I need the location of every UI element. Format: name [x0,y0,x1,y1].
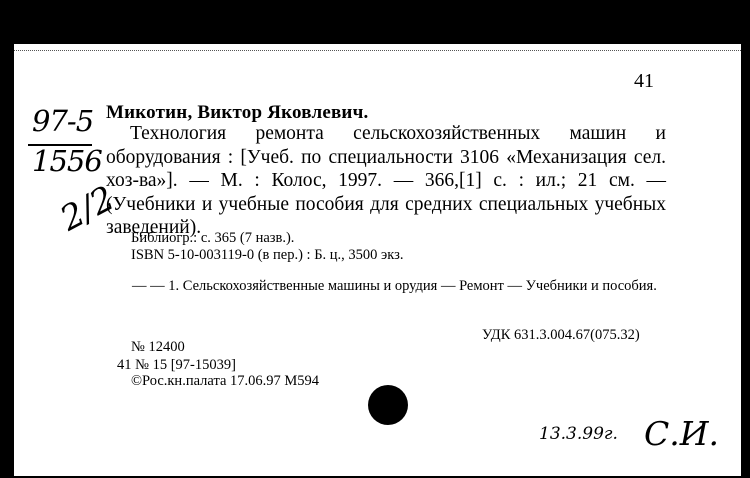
bibliographic-description: Технология ремонта сельскохозяйственных машин и оборудования : [Учеб. по специальности 3106 «Механизация сел. хоз-ва»]. — М. : Колос, 1997. — 366,[1] с. : ил.; 21 см. — (Учебники и учебные пособия для средних специальных учебных заведений). [106,123,666,239]
book-chamber-stamp: ©Рос.кн.палата 17.06.97 М594 [131,373,320,389]
handwritten-mark: 2/2 [54,178,122,240]
bibliography-note: Библиогр.: с. 365 (7 назв.). [131,230,295,246]
registration-number: № 12400 [131,339,185,355]
scan-noise-line [14,50,741,53]
subject-headings: — — 1. Сельскохозяйственные машины и орудия — Ремонт — Учебники и пособия. [132,278,657,294]
catalog-card [14,44,741,476]
author-heading: Микотин, Виктор Яковлевич. [106,102,369,123]
page-number: 41 [634,70,654,92]
udc-code: УДК 631.3.004.67(075.32) [482,327,640,343]
handwritten-date: 13.3.99г. [539,424,618,444]
punch-hole [368,385,408,425]
isbn-line: ISBN 5-10-003119-0 (в пер.) : Б. ц., 3500 экз. [131,247,404,263]
shelf-mark-top: 97-5 [32,104,94,138]
shelf-mark-bottom: 1556 [32,144,102,178]
card-number: 41 № 15 [97-15039] [117,357,236,373]
handwritten-signature: С.И. [644,414,720,453]
